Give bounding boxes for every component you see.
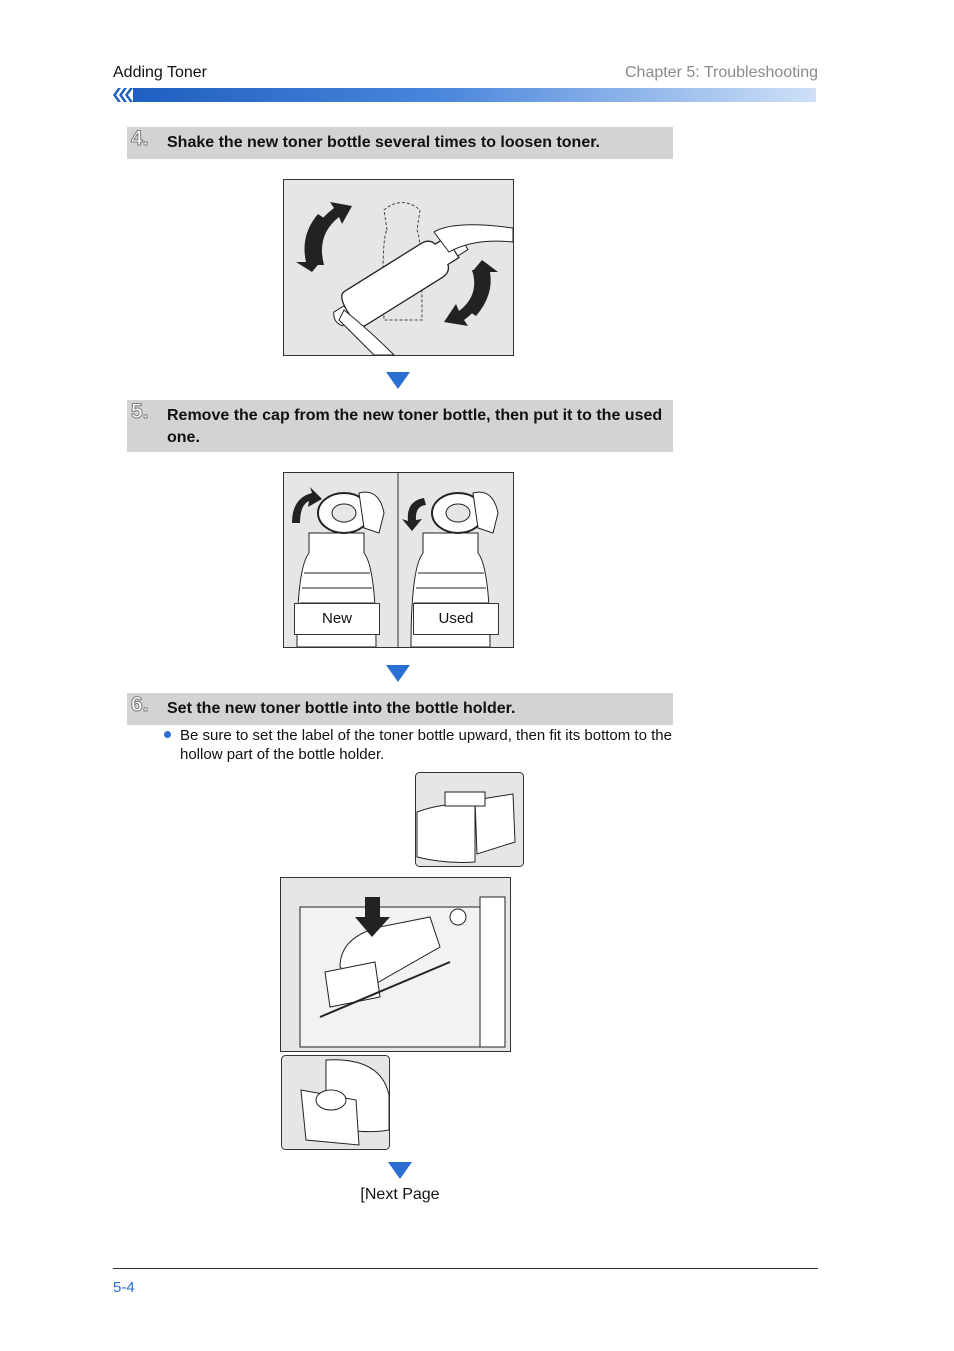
step-number: 4. [131, 127, 149, 150]
section-title: Adding Toner [113, 64, 207, 81]
shake-bottle-illustration [283, 179, 514, 356]
new-label: New [294, 603, 380, 635]
continue-arrow-icon [386, 372, 410, 389]
step-number: 5. [131, 400, 149, 423]
step-instruction: Set the new toner bottle into the bottle holder. [167, 700, 516, 717]
holder-detail-top-illustration [415, 772, 525, 868]
continue-arrow-icon [386, 665, 410, 682]
step-5-banner [127, 400, 673, 452]
step-instruction: Remove the cap from the new toner bottle, then put it to the used one. [167, 407, 663, 446]
step-4-banner [127, 127, 673, 159]
cap-swap-illustration [283, 472, 514, 648]
bullet-note: Be sure to set the label of the toner bottle upward, then fit its bottom to the hollow part of the bottle holder. [180, 727, 672, 763]
step-instruction: Shake the new toner bottle several times to loosen toner. [167, 134, 600, 151]
next-page-link[interactable]: [Next Page [360, 1186, 440, 1203]
step-number: 6. [131, 693, 149, 716]
chapter-title: Chapter 5: Troubleshooting [624, 64, 818, 81]
page-number: 5-4 [113, 1279, 135, 1296]
header-gradient-bar [113, 88, 816, 102]
used-label: Used [413, 603, 499, 635]
machine-insert-illustration [280, 877, 511, 1052]
bullet-icon [164, 731, 171, 738]
continue-arrow-icon [388, 1162, 412, 1179]
step-6-banner [127, 693, 673, 725]
footer-divider [113, 1268, 818, 1269]
holder-detail-bottom-illustration [281, 1055, 391, 1151]
